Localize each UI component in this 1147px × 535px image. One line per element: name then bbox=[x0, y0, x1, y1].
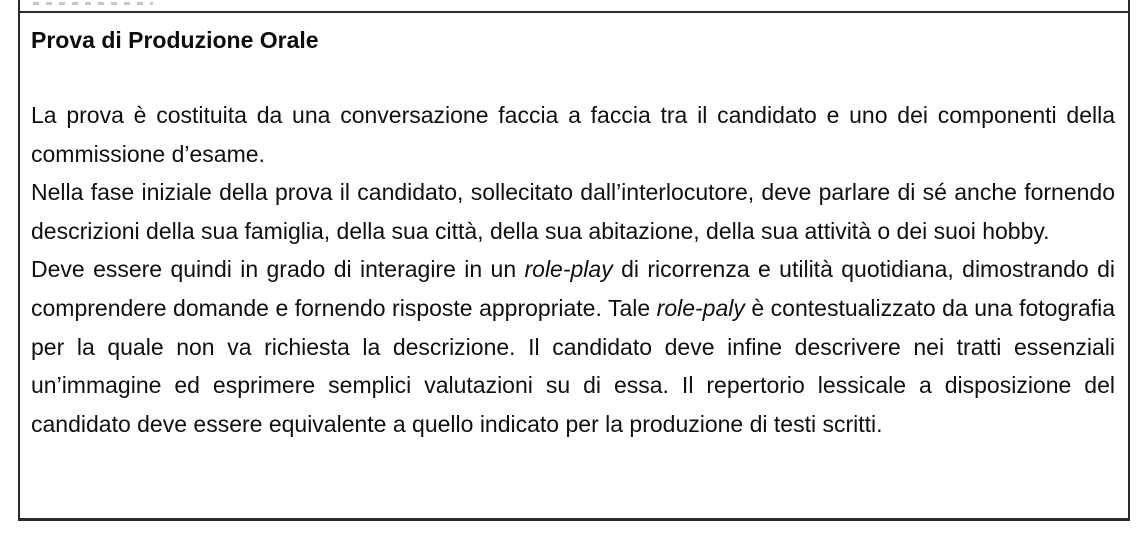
text-segment: Deve essere quindi in grado di interagire in un bbox=[31, 256, 525, 283]
text-segment: La prova è costituita da una conversazione faccia a faccia tra il candidato e uno dei componenti della commissione d’esame. bbox=[31, 102, 1115, 167]
text-segment: di ricorrenza e utilità quotidiana, dimostrando di comprendere domande e fornendo risposte appropriate. Tale bbox=[31, 256, 1115, 321]
section-title: Prova di Produzione Orale bbox=[31, 27, 319, 53]
blank-line-spacer bbox=[31, 60, 1115, 96]
clipped-text-remnant bbox=[33, 2, 153, 5]
paragraph bbox=[31, 173, 1115, 250]
body-paragraphs bbox=[31, 96, 1115, 443]
previous-row-remnant bbox=[18, 0, 1130, 11]
text-segment: è contestualizzato da una fotografia per la quale non va richiesta la descrizione. Il candidato deve infine descrivere nei tratti essenziali un’immagine ed esprimere semplici valutazioni su di essa. Il repertorio lessicale a disposizione del candidato deve essere equivalente a quello indicato per la produzione di testi scritti. bbox=[31, 294, 1116, 437]
paragraph bbox=[31, 96, 1115, 173]
prova-produzione-orale-cell bbox=[18, 11, 1130, 521]
italic-term: role-play bbox=[524, 256, 613, 283]
italic-term: role-paly bbox=[656, 294, 745, 321]
paragraph bbox=[31, 250, 1115, 443]
text-segment: Nella fase iniziale della prova il candidato, sollecitato dall’interlocutore, deve parlare di sé anche fornendo descrizioni della sua famiglia, della sua città, della sua abitazione, della sua attività o dei suoi hobby. bbox=[31, 179, 1115, 244]
